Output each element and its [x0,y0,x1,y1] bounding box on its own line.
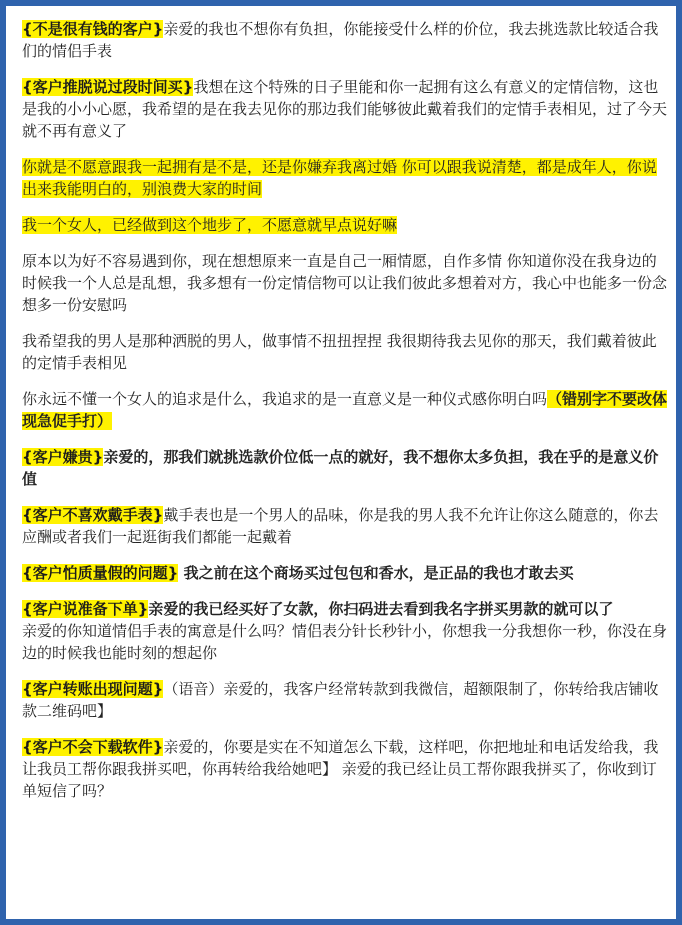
tag-postpone-purchase: {客户推脱说过段时间买} [22,78,194,96]
paragraph-dislike-watch [22,504,670,548]
script-content [22,18,670,816]
tag-transfer-problem: {客户转账出现问题} [22,680,164,698]
paragraph-pursuit [22,388,670,432]
text-postpone-purchase: 我想在这个特殊的日子里能和你一起拥有这么有意义的定情信物，这也是我的小小心愿，我希望的是在我去见你的那边我们能够彼此戴着我们的定情手表相见，过了今天就不再有意义了 [22,78,668,140]
paragraph-too-expensive [22,446,670,490]
note-typo-instruction: （错别字不要改体现急促手打） [22,390,668,430]
text-too-expensive: 亲爱的，那我们就挑选款价位低一点的就好，我不想你太多负担，我在乎的是意义价值 [22,448,659,488]
text-transfer-problem: （语音）亲爱的，我客户经常转款到我微信，超额限制了，你转给我店铺收款二维码吧】 [22,680,659,720]
paragraph-wishful-thinking [22,250,670,316]
text-pursuit: 你永远不懂一个女人的追求是什么，我追求的是一直意义是一种仪式感你明白吗 [22,390,548,408]
paragraph-not-rich-customer [22,18,670,62]
paragraph-postpone-purchase [22,76,670,142]
paragraph-quality-concern [22,562,670,584]
text-ready-to-order-bold: 亲爱的我已经买好了女款，你扫码进去看到我名字拼买男款的就可以了 [148,600,614,618]
tag-dislike-watch: {客户不喜欢戴手表} [22,506,164,524]
text-woman-effort: 我一个女人，已经做到这个地步了，不愿意就早点说好嘛 [22,216,398,234]
paragraph-woman-effort [22,214,670,236]
text-ideal-man: 我希望我的男人是那种洒脱的男人，做事情不扭扭捏捏 我很期待我去见你的那天，我们戴着彼此的定情手表相见 [22,332,657,372]
text-cannot-download: 亲爱的，你要是实在不知道怎么下载，这样吧，你把地址和电话发给我，我让我员工帮你跟我拼买吧，你再转给我给她吧】 亲爱的我已经让员工帮你跟我拼买了，你收到订单短信了吗？ [22,738,659,800]
text-divorce-question: 你就是不愿意跟我一起拥有是不是，还是你嫌弃我离过婚 你可以跟我说清楚，都是成年人，你说出来我能明白的，别浪费大家的时间 [22,158,657,198]
paragraph-divorce-question [22,156,670,200]
tag-quality-concern: {客户怕质量假的问题} [22,564,179,582]
tag-not-rich-customer: {不是很有钱的客户} [22,20,164,38]
text-dislike-watch: 戴手表也是一个男人的品味，你是我的男人我不允许让你这么随意的，你去应酬或者我们一起逛街我们都能一起戴着 [22,506,659,546]
paragraph-transfer-problem [22,678,670,722]
text-quality-concern: 我之前在这个商场买过包包和香水，是正品的我也才敢去买 [178,564,574,582]
text-not-rich-customer: 亲爱的我也不想你有负担，你能接受什么样的价位，我去挑选款比较适合我们的情侣手表 [22,20,659,60]
paragraph-cannot-download [22,736,670,802]
tag-too-expensive: {客户嫌贵} [22,448,104,466]
text-ready-to-order: 亲爱的你知道情侣手表的寓意是什么吗？情侣表分针长秒针小，你想我一分我想你一秒，你没在身边的时候我也能时刻的想起你 [22,622,668,662]
paragraph-ideal-man [22,330,670,374]
paragraph-ready-to-order [22,598,670,664]
text-wishful-thinking: 原本以为好不容易遇到你，现在想想原来一直是自己一厢情愿，自作多情 你知道你没在我身边的时候我一个人总是乱想，我多想有一份定情信物可以让我们彼此多想着对方，我心中也能多一份念想多一份安慰吗 [22,252,668,314]
tag-cannot-download: {客户不会下载软件} [22,738,164,756]
tag-ready-to-order: {客户说准备下单} [22,600,149,618]
